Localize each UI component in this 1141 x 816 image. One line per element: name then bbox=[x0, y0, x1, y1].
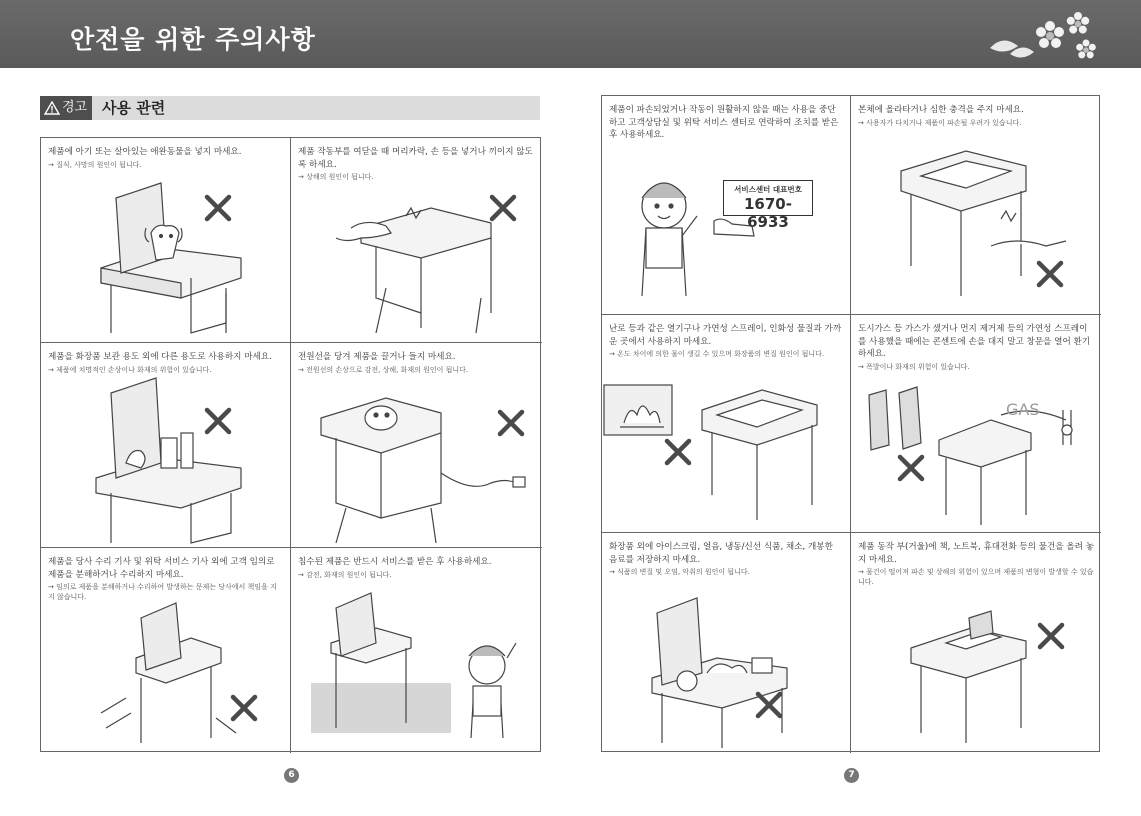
warning-text: 제품이 파손되었거나 작동이 원활하지 않을 때는 사용을 중단하고 고객상담실 및 위탁 서비스 센터로 연락하여 조치를 받은 후 사용하세요. bbox=[609, 105, 839, 140]
warning-note: → 식품의 변질 및 오염, 악취의 원인이 됩니다. bbox=[609, 568, 750, 576]
x-mark-icon bbox=[663, 437, 693, 467]
warning-text: 제품을 당사 수리 기사 및 위탁 서비스 기사 외에 고객 임의로 제품을 분해하거나 수리하지 마세요. bbox=[48, 557, 275, 580]
gas-leak-illustration bbox=[851, 315, 1101, 533]
warning-note: → 감전, 화재의 원인이 됩니다. bbox=[298, 570, 392, 579]
x-mark-icon bbox=[496, 408, 526, 438]
page-number-right: 7 bbox=[844, 768, 859, 783]
gas-label: GAS bbox=[1006, 400, 1040, 419]
warning-text: 침수된 제품은 반드시 서비스를 받은 후 사용하세요. bbox=[298, 557, 492, 567]
page-number-left: 6 bbox=[284, 768, 299, 783]
other-items-in-cabinet-illustration bbox=[41, 343, 291, 548]
warning-cell bbox=[602, 315, 851, 533]
section-title: 사용 관련 bbox=[102, 99, 166, 117]
page-header bbox=[0, 0, 1141, 68]
warning-cell bbox=[851, 96, 1101, 315]
warning-note: → 사용자가 다치거나 제품이 파손될 우려가 있습니다. bbox=[858, 118, 1022, 127]
warning-note: → 상해의 원인이 됩니다. bbox=[298, 173, 374, 181]
warning-label: 경고 bbox=[62, 100, 88, 115]
service-center-number: 1670-6933 bbox=[744, 195, 792, 231]
warning-cell bbox=[851, 315, 1101, 533]
pulling-power-cord-illustration bbox=[291, 343, 541, 548]
warning-cell bbox=[41, 343, 291, 548]
warning-cell bbox=[41, 138, 291, 343]
warning-cell bbox=[291, 343, 542, 548]
warning-cell bbox=[851, 533, 1101, 753]
page-title: 안전을 위한 주의사항 bbox=[70, 25, 316, 54]
left-warning-grid bbox=[40, 137, 541, 752]
hand-caught-illustration bbox=[291, 138, 541, 343]
x-mark-icon bbox=[1036, 621, 1066, 651]
x-mark-icon bbox=[229, 693, 259, 723]
warning-cell bbox=[291, 548, 542, 753]
x-mark-icon bbox=[896, 453, 926, 483]
flooded-product-illustration bbox=[291, 548, 541, 753]
service-center-label: 서비스센터 대표번호 bbox=[734, 185, 802, 194]
x-mark-icon bbox=[488, 193, 518, 223]
warning-triangle-icon bbox=[44, 101, 60, 115]
service-center-sign bbox=[723, 180, 813, 231]
warning-text: 도시가스 등 가스가 샜거나 먼지 제거제 등의 가연성 스프레이를 사용했을 때에는 콘센트에 손을 대지 말고 창문을 열어 환기하세요. bbox=[858, 324, 1091, 359]
warning-note: → 제품에 치명적인 손상이나 화재의 위험이 있습니다. bbox=[48, 365, 212, 374]
warning-badge bbox=[40, 96, 92, 120]
warning-note: → 질식, 사망의 원인이 됩니다. bbox=[48, 160, 142, 169]
warning-text: 전원선을 당겨 제품을 끌거나 들지 마세요. bbox=[298, 352, 456, 362]
warning-cell bbox=[291, 138, 542, 343]
flower-leaf-decoration-icon bbox=[988, 6, 1103, 66]
warning-cell bbox=[602, 96, 851, 315]
right-warning-grid bbox=[601, 95, 1100, 752]
food-in-cabinet-illustration bbox=[602, 533, 851, 753]
section-heading-bar bbox=[40, 96, 540, 120]
x-mark-icon bbox=[754, 690, 784, 720]
warning-cell bbox=[602, 533, 851, 753]
x-mark-icon bbox=[203, 406, 233, 436]
warning-text: 제품 동작 부(거울)에 책, 노트북, 휴대전화 등의 물건을 올려 놓지 마세요. bbox=[858, 542, 1094, 565]
warning-note: → 임의로 제품을 분해하거나 수리하여 발생하는 문제는 당사에서 책임을 지지 않습니다. bbox=[48, 583, 277, 601]
x-mark-icon bbox=[203, 193, 233, 223]
warning-note: → 폭발이나 화재의 위험이 있습니다. bbox=[858, 362, 970, 371]
warning-note: → 온도 차이에 의한 물이 생길 수 있으며 화장품의 변질 원인이 됩니다. bbox=[609, 350, 825, 358]
pet-in-cabinet-illustration bbox=[41, 138, 291, 343]
warning-note: → 물건이 떨어져 파손 및 상해의 위험이 있으며 제품의 변형이 발생할 수 있습니다. bbox=[858, 568, 1094, 586]
warning-text: 본체에 올라타거나 심한 충격을 주지 마세요. bbox=[858, 105, 1024, 115]
warning-cell bbox=[41, 548, 291, 753]
warning-note: → 전원선의 손상으로 감전, 상해, 화재의 원인이 됩니다. bbox=[298, 365, 469, 374]
warning-text: 화장품 외에 아이스크림, 얼음, 냉동/신선 식품, 채소, 개봉한 음료를 저장하지 마세요. bbox=[609, 542, 833, 565]
warning-text: 제품에 아기 또는 살아있는 애완동물을 넣지 마세요. bbox=[48, 147, 242, 157]
warning-text: 제품 작동부를 여닫을 때 머리카락, 손 등을 넣거나 끼이지 않도록 하세요. bbox=[298, 147, 533, 170]
warning-text: 제품을 화장품 보관 용도 외에 다른 용도로 사용하지 마세요. bbox=[48, 352, 272, 362]
heater-near-product-illustration bbox=[602, 315, 851, 533]
x-mark-icon bbox=[1035, 259, 1065, 289]
warning-text: 난로 등과 같은 열기구나 가연성 스프레이, 인화성 물질과 가까운 곳에서 사용하지 마세요. bbox=[609, 324, 842, 347]
